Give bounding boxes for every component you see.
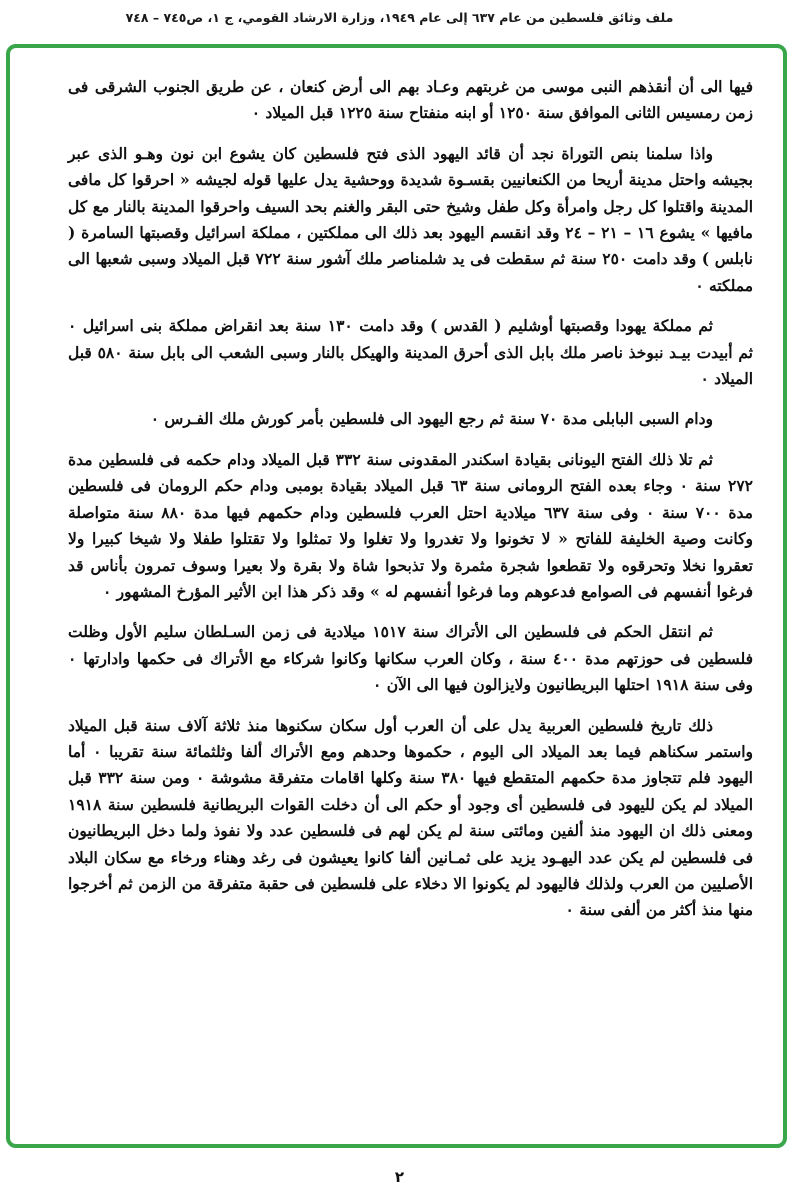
document-body [68,74,753,1132]
paragraph-7: ذلك تاريخ فلسطين العربية يدل على أن العرب أول سكان سكنوها منذ ثلاثة آلاف سنة قبل الميلاد واستمر سكناهم فيما بعد الميلاد الى اليوم ، حكموها وحدهم ومع الأتراك ألفا وثلثمائة سنة تقريبا ٠ أما اليهود فلم تتجاوز مدة حكمهم المتقطع فيها ٣٨٠ سنة وكلها اقامات متفرقة مشوشة ٠ ومن سنة ٣٣٢ قبل الميلاد لم يكن لليهود فى فلسطين أى وجود أو حكم الى أن دخلت القوات البريطانية فلسطين سنة ١٩١٨ ومعنى ذلك ان اليهود منذ ألفين ومائتى سنة لم يكن لهم فى فلسطين عدد ولا نفوذ ولما دخل البريطانيون فى فلسطين لم يكن عدد اليهـود يزيد على ثمـانين ألفا كانوا يعيشون فى رغد وهناء ورخاء مع سكان البلاد الأصليين من العرب ولذلك فاليهود لم يكونوا الا دخلاء على فلسطين فى حقبة متفرقة من الزمن ثم أخرجوا منها منذ أكثر من ألفى سنة ٠ [68,715,753,920]
paragraph-6: ثم انتقل الحكم فى فلسطين الى الأتراك سنة ١٥١٧ ميلادية فى زمن السـلطان سليم الأول وظلت فلسطين فى حوزتهم مدة ٤٠٠ سنة ، وكان العرب سكانها وكانوا شركاء مع الأتراك فى حكمها وادارتها ٠ وفى سنة ١٩١٨ احتلها البريطانيون ولايزالون فيها الى الآن ٠ [68,622,753,695]
paragraph-3: ثم مملكة يهودا وقصبتها أوشليم ( القدس ) وقد دامت ١٣٠ سنة بعد انقراض مملكة بنى اسرائيل ٠ ثم أبيدت بيـد نبوخذ ناصر ملك بابل الذى أحرق المدينة والهيكل بالنار وسبى الشعب الى بابل سنة ٥٨٠ قبل الميلاد ٠ [68,316,753,389]
paragraph-1: فيها الى أن أنقذهم النبى موسى من غربتهم وعـاد بهم الى أرض كنعان ، عن طريق الجنوب الشرقى فى زمن رمسيس الثانى الموافق سنة ١٢٥٠ أو ابنه منفتاح سنة ١٢٢٥ قبل الميلاد ٠ [68,77,753,123]
page-header: ملف وثائق فلسطين من عام ٦٣٧ إلى عام ١٩٤٩، وزارة الارشاد القومي، ج ١، ص٧٤٥ – ٧٤٨ [125,10,674,25]
page-number: ٢ [394,1168,405,1186]
paragraph-2: واذا سلمنا بنص التوراة نجد أن قائد اليهود الذى فتح فلسطين كان يشوع ابن نون وهـو الذى عبر بجيشه واحتل مدينة أريحا من الكنعانيين بقسـوة شديدة ووحشية يدل عليها قوله لجيشه « احرقوا كل مافى المدينة واقتلوا كل رجل وامرأة وكل طفل وشيخ حتى البقر والغنم بحد السيف واحرقوا المدينة بالنار مع كل مافيها » يشوع ١٦ – ٢١ – ٢٤ وقد انقسم اليهود بعد ذلك الى مملكتين ، مملكة اسرائيل وقصبتها السامرة ( نابلس ) وقد دامت ٢٥٠ سنة ثم سقطت فى يد شلمناصر ملك آشور سنة ٧٢٢ قبل الميلاد وسبى شعبها الى مملكته ٠ [68,143,753,295]
document-frame [6,44,787,1148]
paragraph-4: ودام السبى البابلى مدة ٧٠ سنة ثم رجع اليهود الى فلسطين بأمر كورش ملك الفـرس ٠ [150,409,713,429]
paragraph-5: ثم تلا ذلك الفتح اليونانى بقيادة اسكندر المقدونى سنة ٣٣٢ قبل الميلاد ودام حكمه فى فلسطين مدة ٢٧٢ سنة ٠ وجاء بعده الفتح الرومانى سنة ٦٣ قبل الميلاد بقيادة بومبى ودام حكم الرومان فى فلسطين مدة ٧٠٠ سنة ٠ وفى سنة ٦٣٧ ميلادية احتل العرب فلسطين ودام حكمهم فيها مدة ٨٨٠ سنة متواصلة وكانت وصية الخليفة للفاتح « لا تخونوا ولا تغدروا ولا تغلوا ولا تمثلوا ولا تقتلوا طفلا ولا شيخا كبيرا ولا تعقروا نخلا وتحرقوه ولا تقطعوا شجرة مثمرة ولا تذبحوا شاة ولا بقرة ولا بعيرا وسوف تمرون بأناس قد فرغوا أنفسهم فى الصوامع فدعوهم وما فرغوا أنفسهم له » وقد ذكر هذا ابن الأثير المؤرخ المشهور ٠ [68,449,754,601]
